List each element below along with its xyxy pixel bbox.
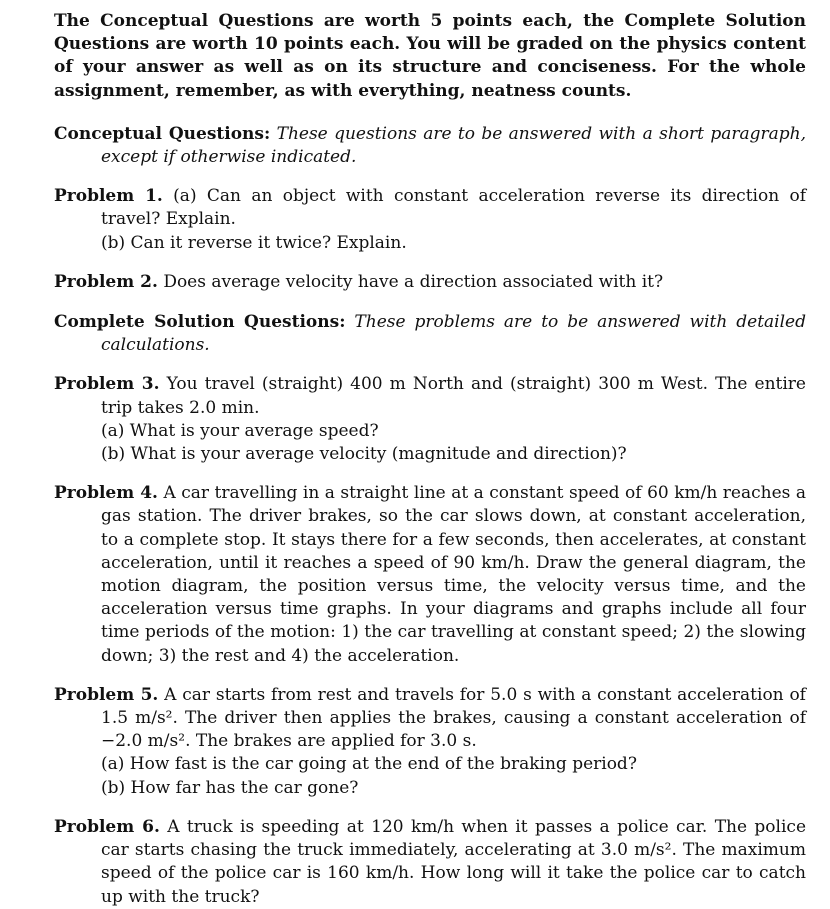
problem-text: (a) Can an object with constant acceleration reverse its direction of travel? Explain.	[101, 186, 806, 230]
problem-4	[54, 482, 806, 668]
problem-subpart: (b) What is your average velocity (magnitude and direction)?	[101, 444, 627, 465]
problem-1	[54, 185, 806, 255]
problem-6	[54, 816, 806, 909]
problem-label: Problem 1.	[54, 186, 163, 207]
problem-3	[54, 373, 806, 466]
problem-subpart: (b) How far has the car gone?	[101, 777, 359, 798]
conceptual-heading: Conceptual Questions:	[54, 123, 271, 144]
conceptual-section-header	[54, 123, 806, 169]
problem-subpart: (b) Can it reverse it twice? Explain.	[101, 232, 407, 253]
problem-text: Does average velocity have a direction associated with it?	[163, 271, 664, 292]
problem-text: A car starts from rest and travels for 5.0 s with a constant acceleration of 1.5 m/s². The driver then applies the brakes, causing a constant acceleration of −2.0 m/s². The brakes are applied for 3.0 s.	[101, 684, 806, 752]
complete-note: These problems are to be answered with detailed calculations.	[101, 312, 806, 356]
complete-section-header	[54, 311, 806, 357]
complete-heading: Complete Solution Questions:	[54, 312, 346, 333]
problem-text: You travel (straight) 400 m North and (straight) 300 m West. The entire trip takes 2.0 min.	[101, 374, 806, 418]
problem-label: Problem 6.	[54, 816, 160, 837]
problem-text: A car travelling in a straight line at a constant speed of 60 km/h reaches a gas station. The driver brakes, so the car slows down, at constant acceleration, to a complete stop. It stays there for a few seconds, then accelerates, at constant acceleration, until it reaches a speed of 90 km/h. Draw the general diagram, the motion diagram, the position versus time, the velocity versus time, and the acceleration versus time graphs. In your diagrams and graphs include all four time periods of the motion: 1) the car travelling at constant speed; 2) the slowing down; 3) the rest and 4) the acceleration.	[101, 483, 806, 666]
problem-label: Problem 5.	[54, 684, 159, 705]
problem-text: A truck is speeding at 120 km/h when it passes a police car. The police car starts chasing the truck immediately, accelerating at 3.0 m/s². The maximum speed of the police car is 160 km/h. How long will it take the police car to catch up with the truck?	[101, 816, 806, 907]
conceptual-note: These questions are to be answered with a short paragraph, except if otherwise indicated.	[101, 123, 806, 168]
problem-2	[54, 271, 806, 294]
problem-label: Problem 4.	[54, 483, 158, 504]
problem-label: Problem 2.	[54, 271, 158, 292]
problem-subpart: (a) How fast is the car going at the end of the braking period?	[101, 754, 637, 775]
problem-label: Problem 3.	[54, 374, 160, 395]
problem-5	[54, 684, 806, 800]
problem-subpart: (a) What is your average speed?	[101, 420, 379, 441]
intro-paragraph: The Conceptual Questions are worth 5 points each, the Complete Solution Questions are worth 10 points each. You will be graded on the physics content of your answer as well as on its structure and conciseness. For the whole assignment, remember, as with everything, neatness counts.	[54, 11, 806, 101]
